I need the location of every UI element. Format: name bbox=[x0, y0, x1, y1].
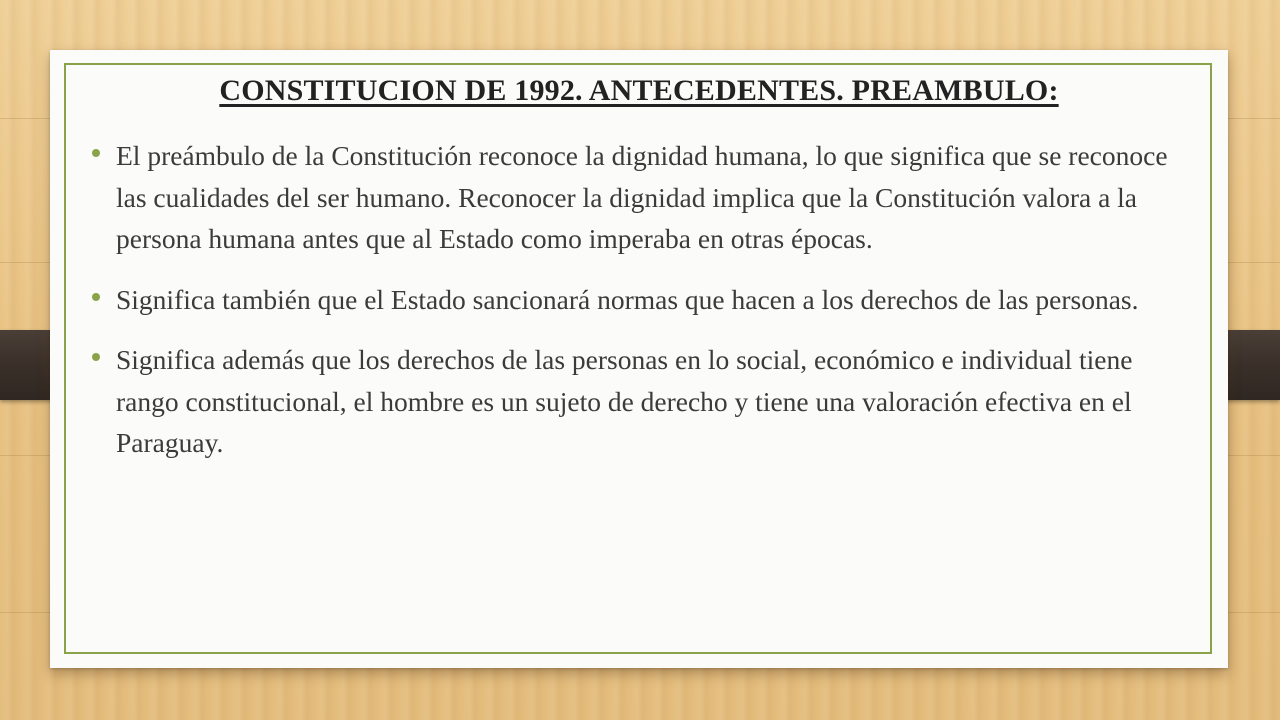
bullet-item bbox=[116, 339, 1196, 464]
slide-title: CONSTITUCION DE 1992. ANTECEDENTES. PREAMBULO: bbox=[219, 74, 1059, 107]
slide-paper bbox=[50, 50, 1228, 668]
bullet-dot-icon bbox=[92, 353, 100, 361]
bullet-text: Significa también que el Estado sancionará normas que hacen a los derechos de las personas. bbox=[116, 283, 1139, 315]
bullet-list bbox=[116, 135, 1196, 483]
bullet-item bbox=[116, 135, 1196, 260]
bullet-text: El preámbulo de la Constitución reconoce la dignidad humana, lo que significa que se reconoce las cualidades del ser humano. Reconocer la dignidad implica que la Constitución valora a la persona humana antes que al Estado como imperaba en otras épocas. bbox=[116, 140, 1168, 254]
bullet-dot-icon bbox=[92, 293, 100, 301]
bullet-text: Significa además que los derechos de las personas en lo social, económico e individual tiene rango constitucional, el hombre es un sujeto de derecho y tiene una valoración efectiva en el Paraguay. bbox=[116, 344, 1133, 458]
bullet-dot-icon bbox=[92, 149, 100, 157]
bullet-item bbox=[116, 279, 1196, 321]
